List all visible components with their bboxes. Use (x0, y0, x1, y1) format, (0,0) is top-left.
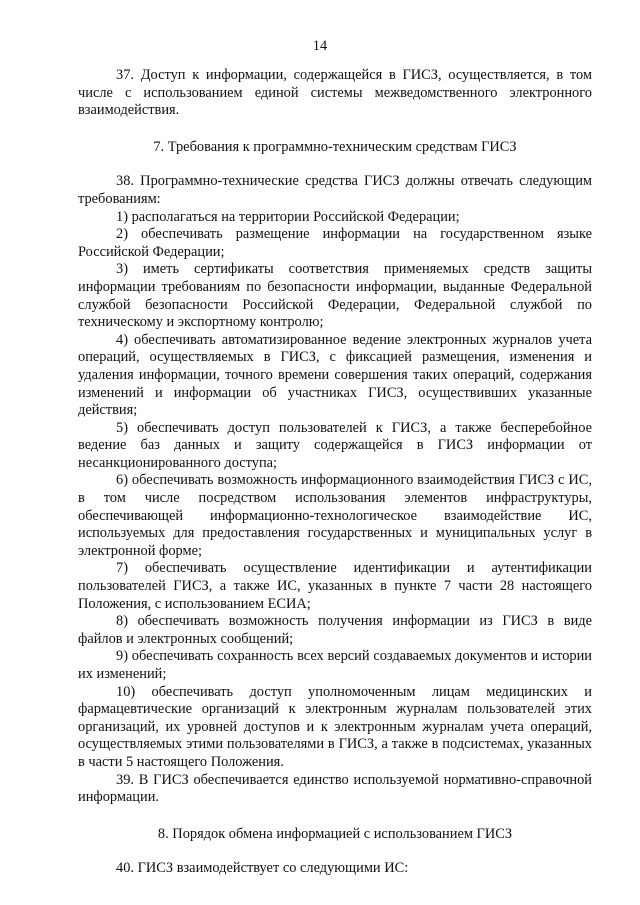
list-item-10: 10) обеспечивать доступ уполномоченным лицам медицинских и фармацевтические организаций к электронным журналам пользователей этих организаций, их уровней доступов и к электронным журналам учета операций, осуществляемых этими пользователями в ГИСЗ, а также в подсистемах, указанных в части 5 настоящего Положения. (78, 683, 592, 770)
page-content (78, 67, 592, 878)
list-item-3: 3) иметь сертификаты соответствия применяемых средств защиты информации требованиям по безопасности информации, выданные Федеральной службой безопасности Российской Федерации, Федеральной службой по техническому и экспортному контролю; (78, 261, 592, 331)
list-item-5: 5) обеспечивать доступ пользователей к ГИСЗ, а также бесперебойное ведение баз данных и защиту содержащейся в ГИСЗ информации от несанкционированного доступа; (78, 419, 592, 471)
paragraph-38: 38. Программно-технические средства ГИСЗ должны отвечать следующим требованиям: (78, 173, 592, 207)
list-item-1: 1) располагаться на территории Российской Федерации; (116, 208, 460, 225)
page-number: 14 (312, 38, 328, 54)
paragraph-39: 39. В ГИСЗ обеспечивается единство используемой нормативно-справочной информации. (78, 771, 592, 806)
paragraph-40: 40. ГИСЗ взаимодействует со следующими ИС: (116, 860, 409, 877)
list-item-2: 2) обеспечивать размещение информации на государственном языке Российской Федерации; (78, 226, 592, 260)
paragraph-37: 37. Доступ к информации, содержащейся в ГИСЗ, осуществляется, в том числе с использованием единой системы межведомственного электронного взаимодействия. (78, 67, 592, 119)
section-heading-7: 7. Требования к программно-техническим средствам ГИСЗ (153, 138, 517, 155)
list-item-4: 4) обеспечивать автоматизированное ведение электронных журналов учета операций, осуществляемых в ГИСЗ, с фиксацией размещения, изменения и удаления информации, точного времени совершения таких операций, содержания изменений и информации об участниках ГИСЗ, осуществивших указанные действия; (78, 331, 592, 419)
section-heading-8: 8. Порядок обмена информацией с использованием ГИСЗ (157, 825, 513, 842)
list-item-6: 6) обеспечивать возможность информационного взаимодействия ГИСЗ с ИС, в том числе посредством использования элементов инфраструктуры, обеспечивающей информационно-технологическое взаимодействие ИС, используемых для предоставления государственных и муниципальных услуг в электронной форме; (78, 472, 592, 559)
list-item-7: 7) обеспечивать осуществление идентификации и аутентификации пользователей ГИСЗ, а также ИС, указанных в пункте 7 части 28 настоящего Положения, с использованием ЕСИА; (78, 560, 592, 612)
list-item-9: 9) обеспечивать сохранность всех версий создаваемых документов и истории их изменений; (78, 648, 592, 682)
list-item-8: 8) обеспечивать возможность получения информации из ГИСЗ в виде файлов и электронных сообщений; (78, 613, 592, 647)
